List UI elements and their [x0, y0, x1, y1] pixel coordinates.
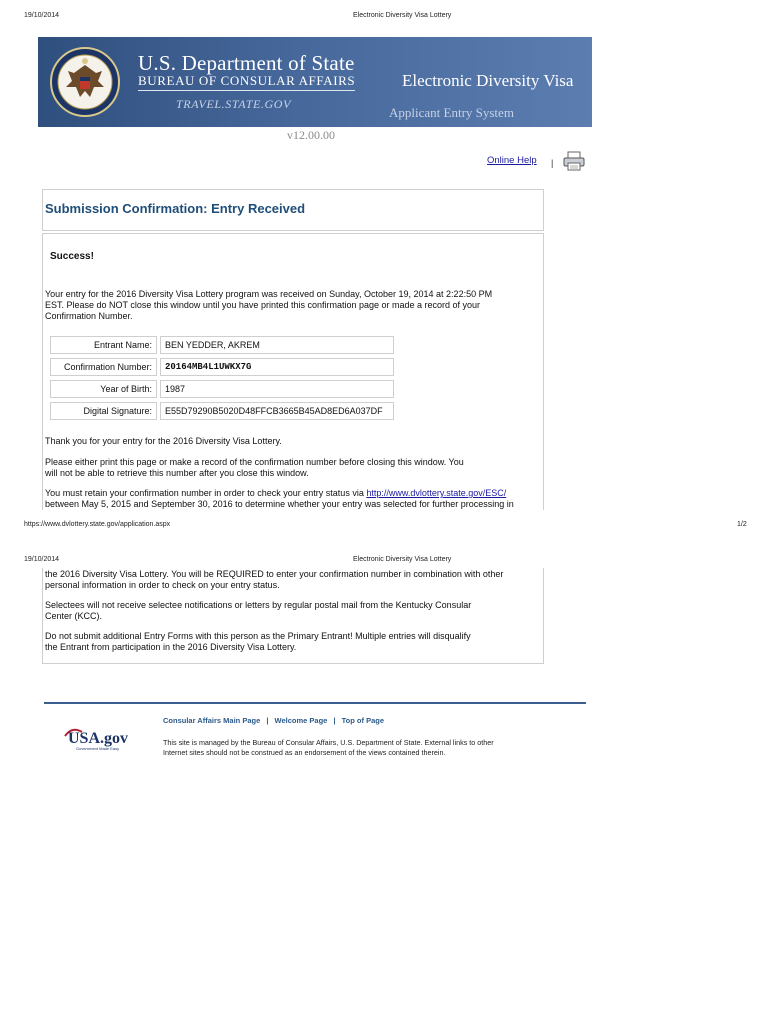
print-notice-line: will not be able to retrieve this number after you close this window. [45, 468, 309, 478]
selectees-line: Center (KCC). [45, 611, 103, 621]
printer-icon[interactable] [563, 151, 585, 171]
system-title: Applicant Entry System [389, 105, 514, 120]
footer-separator: | [266, 716, 269, 725]
usa-gov-logo-icon [62, 724, 142, 752]
logo-subtext: Government Made Easy [76, 746, 120, 751]
page-number: 1/2 [737, 521, 747, 528]
print-notice-text [45, 457, 541, 479]
entry-status-text [45, 569, 541, 591]
entry-status-line: personal information in order to check on your entry status. [45, 580, 280, 590]
online-help-link[interactable]: Online Help [487, 155, 537, 166]
intro-line: EST. Please do NOT close this window until you have printed this confirmation page or made a record of your [45, 300, 481, 310]
travel-site-name: TRAVEL.STATE.GOV [176, 97, 292, 111]
year-of-birth-value: 1987 [160, 380, 394, 398]
print-notice-line: Please either print this page or make a record of the confirmation number before closing this window. You [45, 457, 464, 467]
warning-line: Do not submit additional Entry Forms with this person as the Primary Entrant! Multiple entries will disqualify [45, 631, 471, 641]
footer-disclaimer [163, 738, 563, 758]
selectees-text [45, 600, 541, 622]
footer-divider [44, 702, 586, 704]
entry-status-line: the 2016 Diversity Visa Lottery. You will be REQUIRED to enter your confirmation number in combination with other [45, 569, 504, 579]
warning-line: the Entrant from participation in the 2016 Diversity Visa Lottery. [45, 642, 297, 652]
version-label: v12.00.00 [287, 128, 335, 142]
disclaimer-line: This site is managed by the Bureau of Consular Affairs, U.S. Department of State. External links to other [163, 738, 494, 747]
intro-line: Confirmation Number. [45, 311, 133, 321]
state-department-seal-icon [50, 47, 120, 117]
print-date: 19/10/2014 [24, 12, 60, 19]
print-title-page2: Electronic Diversity Visa Lottery [353, 556, 452, 563]
footer-links [163, 716, 384, 725]
confirmation-number-label: Confirmation Number: [50, 358, 157, 376]
retain-text [45, 488, 541, 510]
print-title: Electronic Diversity Visa Lottery [353, 12, 452, 19]
consular-affairs-main-page-link[interactable]: Consular Affairs Main Page [163, 716, 261, 725]
page-title: Submission Confirmation: Entry Received [45, 201, 306, 216]
print-url: https://www.dvlottery.state.gov/application.aspx [24, 521, 171, 528]
intro-line: Your entry for the 2016 Diversity Visa Lottery program was received on Sunday, October 19, 2014 at 2:22:50 PM [45, 289, 493, 299]
top-of-page-link[interactable]: Top of Page [341, 716, 385, 725]
entrant-name-value: BEN YEDDER, AKREM [160, 336, 394, 354]
program-title: Electronic Diversity Visa [402, 71, 574, 90]
multiple-entries-warning [45, 631, 541, 653]
print-date-page2: 19/10/2014 [24, 556, 60, 563]
success-heading: Success! [50, 251, 94, 262]
welcome-page-link[interactable]: Welcome Page [274, 716, 328, 725]
header-banner [38, 37, 592, 127]
toolbar-separator: | [551, 158, 554, 168]
intro-text [45, 289, 541, 322]
digital-signature-value: E55D79290B5020D48FFCB3665B45AD8ED6A037DF [160, 402, 394, 420]
retain-text-line2: between May 5, 2015 and September 30, 2016 to determine whether your entry was selected for further processing in [45, 499, 514, 509]
digital-signature-label: Digital Signature: [50, 402, 157, 420]
disclaimer-line: Internet sites should not be construed as an endorsement of the views contained therein. [163, 748, 446, 757]
confirmation-number-value: 20164MB4L1UWKX7G [160, 358, 394, 376]
year-of-birth-label: Year of Birth: [50, 380, 157, 398]
logo-text: USA.gov [68, 730, 129, 747]
status-check-link[interactable]: http://www.dvlottery.state.gov/ESC/ [366, 488, 507, 498]
selectees-line: Selectees will not receive selectee notifications or letters by regular postal mail from the Kentucky Consular [45, 600, 472, 610]
footer-separator: | [333, 716, 336, 725]
bureau-name: BUREAU OF CONSULAR AFFAIRS [138, 73, 355, 91]
retain-text-start: You must retain your confirmation number in order to check your entry status via [45, 488, 367, 498]
thanks-text: Thank you for your entry for the 2016 Diversity Visa Lottery. [45, 436, 282, 446]
usa-gov-logo[interactable] [62, 724, 142, 752]
department-title: U.S. Department of State [138, 51, 355, 75]
entrant-name-label: Entrant Name: [50, 336, 157, 354]
